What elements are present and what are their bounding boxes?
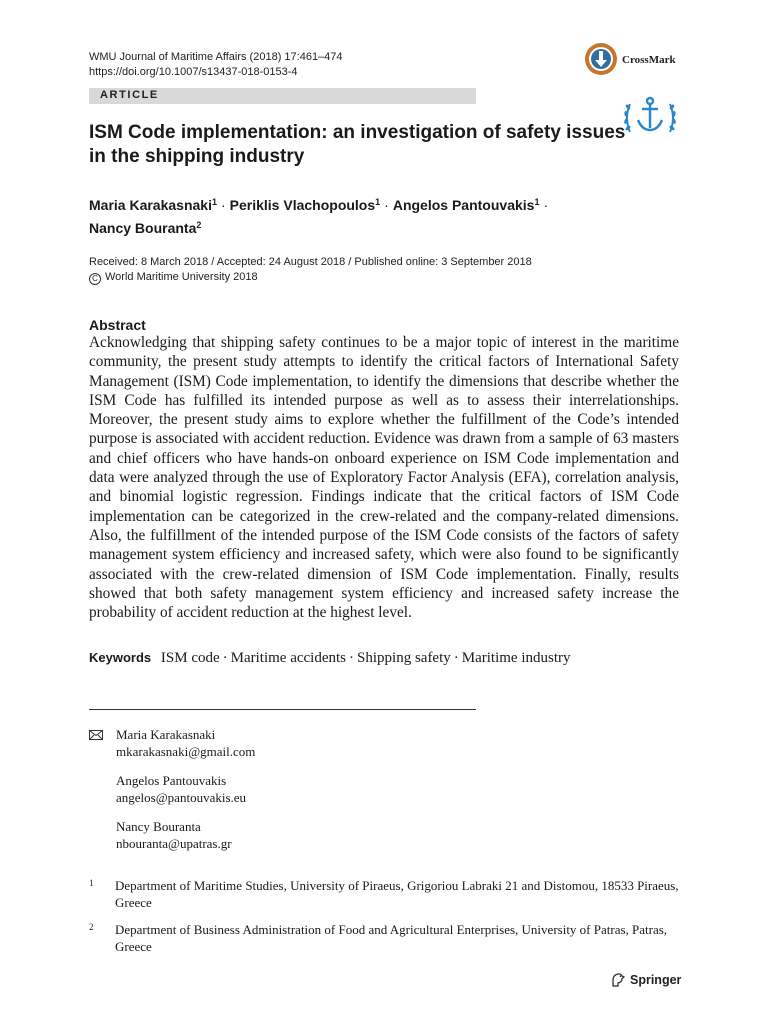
footnote-divider (89, 709, 476, 710)
affiliation-number: 1 (89, 878, 94, 888)
contact-name: Angelos Pantouvakis (116, 773, 227, 788)
crossmark-icon (584, 42, 618, 76)
author-name[interactable]: Nancy Bouranta (89, 220, 197, 236)
author-affil-ref: 1 (375, 197, 381, 207)
affiliation-number: 2 (89, 922, 94, 932)
contact-entry (89, 819, 589, 852)
wmu-logo-icon (620, 92, 680, 140)
author-affil-ref: 2 (196, 220, 202, 230)
springer-label: Springer (630, 973, 682, 987)
springer-logo (610, 971, 690, 991)
contact-name: Nancy Bouranta (116, 819, 201, 834)
crossmark-badge[interactable] (584, 42, 684, 78)
contact-entry (89, 727, 589, 760)
copyright-line (89, 270, 258, 285)
article-title: ISM Code implementation: an investigation of safety issues in the shipping industry (89, 122, 626, 167)
contact-email[interactable]: mkarakasnaki@gmail.com (116, 743, 256, 759)
envelope-icon (89, 730, 103, 740)
affiliation-entry (89, 922, 681, 955)
keyword: Maritime industry (461, 650, 571, 666)
copyright-text: World Maritime University 2018 (105, 271, 258, 283)
author-affil-ref: 1 (534, 197, 540, 207)
doi-link[interactable]: https://doi.org/10.1007/s13437-018-0153-4 (89, 66, 298, 78)
contact-entry (89, 773, 589, 806)
contact-email[interactable]: angelos@pantouvakis.eu (116, 789, 247, 805)
author-list (89, 192, 649, 238)
copyright-icon: C (89, 273, 101, 285)
abstract-heading: Abstract (89, 317, 146, 333)
keywords-label: Keywords (89, 650, 152, 665)
springer-horse-icon (610, 972, 626, 988)
keyword-separator: · (453, 650, 459, 666)
publication-dates: Received: 8 March 2018 / Accepted: 24 August 2018 / Published online: 3 September 2018 (89, 256, 532, 268)
keyword: Shipping safety (357, 650, 451, 666)
affiliation-text: Department of Maritime Studies, University of Piraeus, Grigoriou Labraki 21 and Distomou, 18533 Piraeus, Greece (115, 878, 679, 910)
contact-email[interactable]: nbouranta@upatras.gr (116, 835, 232, 851)
article-type-label: ARTICLE (100, 89, 159, 101)
affiliation-entry (89, 878, 681, 911)
article-type-bar (89, 88, 476, 104)
author-separator: · (220, 197, 226, 213)
contact-name: Maria Karakasnaki (116, 727, 216, 742)
author-name[interactable]: Periklis Vlachopoulos (229, 197, 376, 213)
keyword: Maritime accidents (230, 650, 347, 666)
keyword-separator: · (349, 650, 355, 666)
author-name[interactable]: Maria Karakasnaki (89, 197, 212, 213)
keywords-line (89, 648, 679, 668)
journal-citation: WMU Journal of Maritime Affairs (2018) 17:461–474 (89, 51, 343, 63)
abstract-body: Acknowledging that shipping safety continues to be a major topic of interest in the maritime community, the present study attempts to identify the critical factors of International Safety Management (ISM) Code implementation, to identify the dimensions that describe whether the ISM Code has fulfilled its intended purpose as well as to assess their interrelationships. Moreover, the present study aims to explore whether the fulfillment of the Code’s intended purpose is associated with accident reduction. Evidence was drawn from a sample of 63 masters and chief officers who have hands-on onboard experience on ISM Code implementation and data were analyzed through the use of Exploratory Factor Analysis (EFA), correlation analysis, and binomial logistic regression. Findings indicate that the critical factors of ISM Code implementation can be categorized in the crew-related and the company-related dimensions. Also, the fulfillment of the intended purpose of the ISM Code consists of the factors of safety management system efficiency and increased safety, which were also found to be significantly associated with the crew-related dimension of ISM Code implementation. Finally, results showed that both safety management system efficiency and increased safety increase the probability of accident reduction at the highest level. (89, 334, 679, 622)
author-separator: · (384, 197, 389, 213)
author-name[interactable]: Angelos Pantouvakis (392, 197, 535, 213)
crossmark-label: CrossMark (622, 54, 676, 66)
affiliation-list (89, 878, 681, 966)
keyword-separator: · (222, 650, 228, 666)
keyword: ISM code (160, 650, 220, 666)
affiliation-text: Department of Business Administration of Food and Agricultural Enterprises, University of Patras, Patras, Greece (115, 922, 668, 954)
author-separator: · (543, 197, 549, 213)
author-affil-ref: 1 (211, 197, 217, 207)
corresponding-contacts (89, 727, 589, 865)
